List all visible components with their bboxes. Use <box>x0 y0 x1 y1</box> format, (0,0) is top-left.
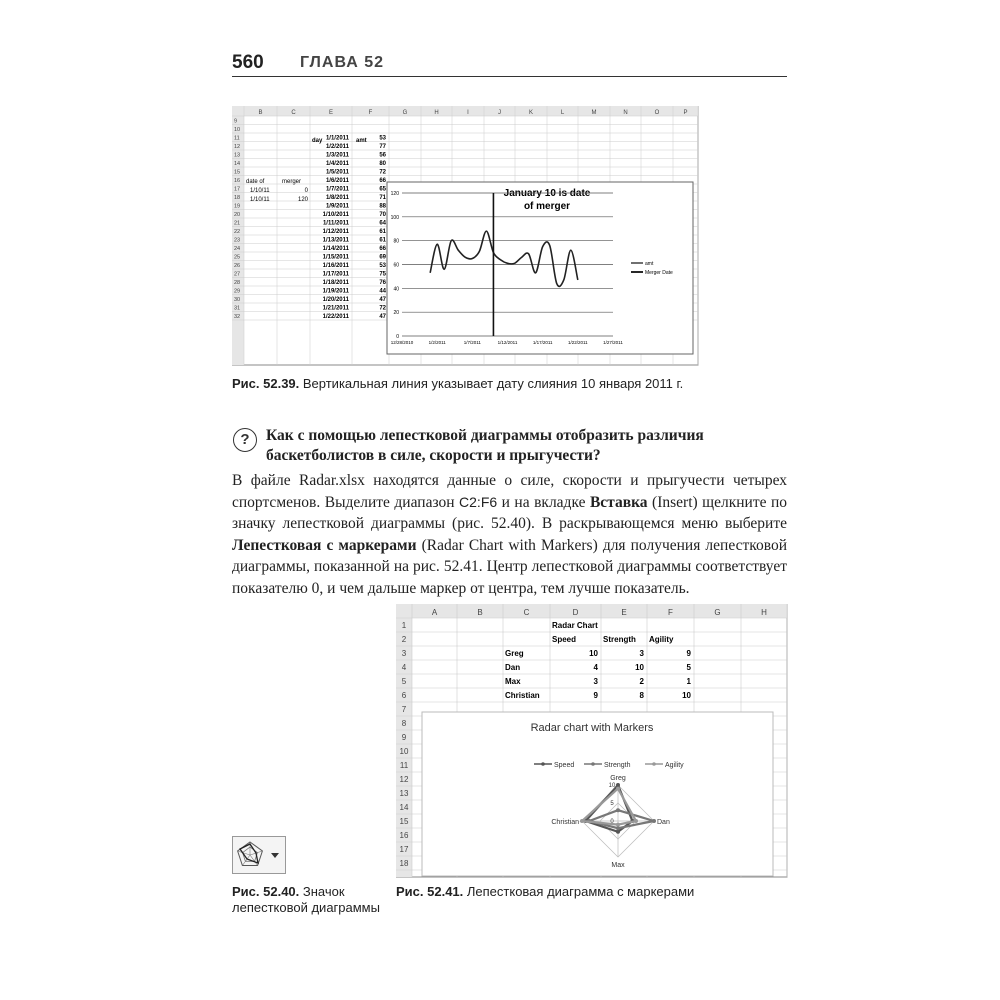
day-cell: 1/12/2011 <box>322 229 349 235</box>
column-header: P <box>683 110 688 116</box>
header-bar <box>232 106 698 116</box>
x-tick-label: 1/17/2011 <box>532 340 553 345</box>
row-header: 12 <box>399 775 409 784</box>
column-header: L <box>560 110 565 116</box>
figure-52-39-spreadsheet <box>232 106 699 366</box>
amt-cell: 80 <box>379 161 386 167</box>
caption-text: Значок <box>299 884 345 899</box>
day-cell: 1/2/2011 <box>325 144 349 150</box>
line-chart-title-2: of merger <box>523 201 571 212</box>
amt-cell: 56 <box>379 152 386 159</box>
row-header: 26 <box>234 263 241 269</box>
day-cell: 1/4/2011 <box>325 161 349 167</box>
row-header: 3 <box>401 649 407 658</box>
row-header: 6 <box>401 691 407 700</box>
row-header: 12 <box>234 144 241 150</box>
column-header: E <box>328 110 334 116</box>
line-chart-title-1: January 10 is date <box>503 188 591 199</box>
row-header: 10 <box>399 747 409 756</box>
day-cell: 1/8/2011 <box>325 195 349 201</box>
column-header: B <box>258 110 263 116</box>
column-header: B <box>477 608 483 617</box>
caption-text: Вертикальная линия указывает дату слияния 10 января 2011 г. <box>299 376 684 391</box>
day-cell: 1/14/2011 <box>322 246 349 252</box>
row-header: 20 <box>234 212 241 218</box>
amt-cell: 47 <box>379 314 386 320</box>
amt-cell: 61 <box>379 229 386 235</box>
day-cell: 1/5/2011 <box>325 169 349 176</box>
row-header: 15 <box>234 169 241 176</box>
radar-marker <box>634 819 638 823</box>
day-cell: 1/13/2011 <box>322 237 349 244</box>
x-tick-label: 1/7/2011 <box>463 340 481 345</box>
y-tick-label: 100 <box>390 214 399 221</box>
column-header: E <box>621 608 627 617</box>
radar-category-label: Greg <box>610 775 626 782</box>
x-tick-label: 12/28/2010 <box>390 340 414 345</box>
merger-date-2: 1/10/11 <box>250 197 270 203</box>
legend-merger-label: Merger Date <box>645 270 673 276</box>
row-header: 10 <box>234 127 241 133</box>
player-name-cell: Dan <box>505 663 521 672</box>
row-header: 2 <box>401 635 407 644</box>
value-cell: 10 <box>682 691 691 700</box>
row-header: 27 <box>234 271 241 278</box>
row-header: 8 <box>401 719 407 728</box>
column-header: K <box>528 110 534 116</box>
column-header: F <box>368 110 373 116</box>
value-cell: 5 <box>686 663 691 672</box>
value-cell: 8 <box>639 691 644 700</box>
column-header: H <box>761 608 767 617</box>
player-name-cell: Greg <box>505 649 524 658</box>
amt-cell: 75 <box>379 271 386 278</box>
radar-chart <box>422 712 773 876</box>
amt-cell: 66 <box>379 178 386 184</box>
legend-marker <box>541 762 545 766</box>
day-cell: 1/21/2011 <box>322 305 349 312</box>
column-header: N <box>623 110 628 116</box>
row-header: 21 <box>234 220 241 227</box>
row-header: 17 <box>399 845 409 854</box>
day-cell: 1/6/2011 <box>325 178 349 184</box>
cell-range: C2:F6 <box>459 493 498 510</box>
label-date-of: date of <box>246 179 265 185</box>
radar-category-label: Christian <box>551 819 579 826</box>
caption-label: Рис. 52.39. <box>232 376 300 391</box>
column-header: J <box>498 110 501 116</box>
column-header: I <box>467 110 469 116</box>
caption-label: Рис. 52.40. <box>232 884 300 899</box>
x-tick-label: 1/12/2011 <box>497 340 518 345</box>
radar-marker <box>652 819 656 823</box>
amt-cell: 76 <box>379 280 386 286</box>
column-header: A <box>431 608 438 617</box>
row-header: 9 <box>401 733 407 742</box>
menu-item-name: Лепестковая с маркерами <box>232 536 417 554</box>
para-part: (Radar Chart with Markers) для получения лепестковой диаграммы, показанной на рис. 52.41. Центр лепестковой диаграммы соответствует показателю 0, и чем дальше маркер от центра, тем лучше показатель. <box>232 536 787 597</box>
amt-cell: 66 <box>379 246 386 252</box>
column-header: G <box>714 608 721 617</box>
row-header: 19 <box>234 203 241 210</box>
column-header: O <box>654 110 660 116</box>
day-cell: 1/1/2011 <box>325 135 349 142</box>
amt-cell: 72 <box>379 305 386 312</box>
radar-marker <box>616 830 620 834</box>
legend-label: Strength <box>604 762 631 769</box>
header-bar <box>396 604 787 618</box>
column-header: F <box>668 608 673 617</box>
day-cell: 1/18/2011 <box>322 280 349 286</box>
value-cell: 10 <box>589 649 598 658</box>
player-name-cell: Christian <box>505 691 540 700</box>
row-header: 17 <box>234 186 241 193</box>
day-cell: 1/15/2011 <box>322 254 349 261</box>
row-header: 14 <box>399 803 409 812</box>
day-cell: 1/16/2011 <box>322 263 349 269</box>
radar-marker <box>616 823 620 827</box>
figure-52-40-caption <box>232 884 380 916</box>
y-tick-label: 80 <box>393 238 399 245</box>
y-tick-label: 40 <box>393 286 399 293</box>
row-header: 9 <box>234 118 238 125</box>
row-header: 32 <box>234 314 241 320</box>
header-rule <box>232 76 787 77</box>
legend-label: Agility <box>665 762 684 769</box>
amt-cell: 72 <box>379 169 386 176</box>
row-header: 7 <box>401 705 407 714</box>
value-cell: 1 <box>686 677 691 686</box>
row-header: 23 <box>234 237 241 244</box>
merger-date-1: 1/10/11 <box>250 188 270 194</box>
merger-val-1: 0 <box>304 188 308 194</box>
amt-cell: 65 <box>379 186 386 193</box>
row-header: 24 <box>234 246 241 252</box>
radar-category-label: Dan <box>657 819 670 826</box>
radar-chart-icon-button <box>232 836 286 874</box>
x-tick-label: 1/27/2011 <box>603 340 623 345</box>
row-header: 14 <box>234 161 241 167</box>
amt-cell: 88 <box>379 203 386 210</box>
header-amt: amt <box>356 138 367 144</box>
row-header: 18 <box>234 195 241 201</box>
header-cell: Speed <box>552 635 577 644</box>
amt-cell: 44 <box>379 288 386 295</box>
row-header: 30 <box>234 297 241 303</box>
amt-cell: 64 <box>379 220 386 227</box>
day-cell: 1/11/2011 <box>322 220 349 227</box>
legend-label: Speed <box>554 762 575 769</box>
row-header: 4 <box>401 663 407 672</box>
amt-cell: 69 <box>379 254 386 261</box>
para-part: и на вкладке <box>497 493 590 511</box>
column-header: C <box>523 608 530 617</box>
row-header: 11 <box>234 135 240 142</box>
value-cell: 10 <box>635 663 644 672</box>
radar-chart-title: Radar chart with Markers <box>530 722 654 734</box>
day-cell: 1/19/2011 <box>322 288 349 295</box>
header-cell: Agility <box>649 635 674 644</box>
value-cell: 3 <box>593 677 598 686</box>
column-header: M <box>591 110 597 116</box>
value-cell: 4 <box>593 663 598 672</box>
amt-cell: 53 <box>379 263 386 269</box>
amt-cell: 70 <box>379 212 386 218</box>
legend-marker <box>652 762 656 766</box>
column-header: H <box>434 110 439 116</box>
row-header: 15 <box>399 817 409 826</box>
header-cell: Strength <box>603 635 636 644</box>
amt-cell: 61 <box>379 237 386 244</box>
legend-marker <box>591 762 595 766</box>
x-tick-label: 1/22/2011 <box>567 340 588 345</box>
chapter-title: ГЛАВА 52 <box>300 54 385 71</box>
row-header: 5 <box>401 677 407 686</box>
day-cell: 1/3/2011 <box>325 152 349 159</box>
y-tick-label: 60 <box>393 262 399 269</box>
amt-cell: 53 <box>379 135 386 142</box>
value-cell: 2 <box>639 677 644 686</box>
row-header: 28 <box>234 280 241 286</box>
caption-text: лепестковой диаграммы <box>232 900 380 915</box>
radar-marker <box>616 808 620 812</box>
page-number: 560 <box>232 52 264 73</box>
radial-tick-label: 5 <box>610 801 614 807</box>
radar-marker <box>580 819 584 823</box>
radial-tick-label: 10 <box>608 783 616 789</box>
merger-val-2: 120 <box>297 197 308 203</box>
column-header: C <box>291 110 296 116</box>
column-header: G <box>402 110 408 116</box>
row-header: 22 <box>234 229 241 235</box>
day-cell: 1/22/2011 <box>322 314 349 320</box>
amt-cell: 47 <box>379 297 386 303</box>
radar-marker <box>616 826 620 830</box>
figure-52-41-spreadsheet <box>396 604 788 878</box>
column-header: D <box>572 608 579 617</box>
row-header: 25 <box>234 254 241 261</box>
merger-line-chart <box>387 182 693 354</box>
value-cell: 9 <box>686 649 691 658</box>
row-header: 13 <box>234 152 241 159</box>
amt-cell: 71 <box>379 195 386 201</box>
row-header: 29 <box>234 288 241 295</box>
figure-52-41-caption <box>396 884 694 899</box>
y-tick-label: 20 <box>393 310 399 317</box>
question-icon: ? <box>233 428 257 452</box>
body-paragraph <box>232 470 787 599</box>
question-heading: Как с помощью лепестковой диаграммы отобразить различия баскетболистов в силе, скорости и прыгучести? <box>266 427 704 464</box>
row-header: 18 <box>399 859 409 868</box>
row-header: 16 <box>399 831 409 840</box>
figure-52-39-caption <box>232 376 683 391</box>
caption-label: Рис. 52.41. <box>396 884 464 899</box>
row-header: 13 <box>399 789 409 798</box>
x-tick-label: 1/2/2011 <box>428 340 446 345</box>
radar-marker <box>616 787 620 791</box>
row-header: 1 <box>401 621 407 630</box>
y-tick-label: 120 <box>390 191 399 197</box>
day-cell: 1/10/2011 <box>322 212 349 218</box>
day-cell: 1/20/2011 <box>322 297 349 303</box>
day-cell: 1/9/2011 <box>325 203 349 210</box>
row-header: 11 <box>399 761 409 770</box>
radar-marker <box>616 783 620 787</box>
row-header: 31 <box>234 305 241 312</box>
caption-text: Лепестковая диаграмма с маркерами <box>463 884 695 899</box>
day-cell: 1/17/2011 <box>322 271 349 278</box>
radar-title-cell: Radar Chart <box>552 621 598 630</box>
para-part: В файле Radar.xlsx находятся данные о силе, скорости и прыгучести четырех спортсменов. Выделите диапазон <box>232 472 787 511</box>
day-cell: 1/7/2011 <box>325 186 349 193</box>
header-day: day <box>312 138 323 144</box>
radial-tick-label: 0 <box>610 819 614 825</box>
tab-name: Вставка <box>589 493 648 511</box>
radar-category-label: Max <box>611 862 625 869</box>
value-cell: 3 <box>639 649 644 658</box>
legend-amt-label: amt <box>645 261 654 267</box>
label-merger: merger <box>282 179 302 185</box>
row-header: 16 <box>234 178 241 184</box>
player-name-cell: Max <box>505 677 521 686</box>
amt-cell: 77 <box>379 144 386 150</box>
para-part: (Insert) щелкните по значку лепестковой диаграммы (рис. 52.40). В раскрывающемся меню выберите <box>232 493 788 532</box>
y-tick-label: 0 <box>396 334 399 340</box>
value-cell: 9 <box>593 691 598 700</box>
